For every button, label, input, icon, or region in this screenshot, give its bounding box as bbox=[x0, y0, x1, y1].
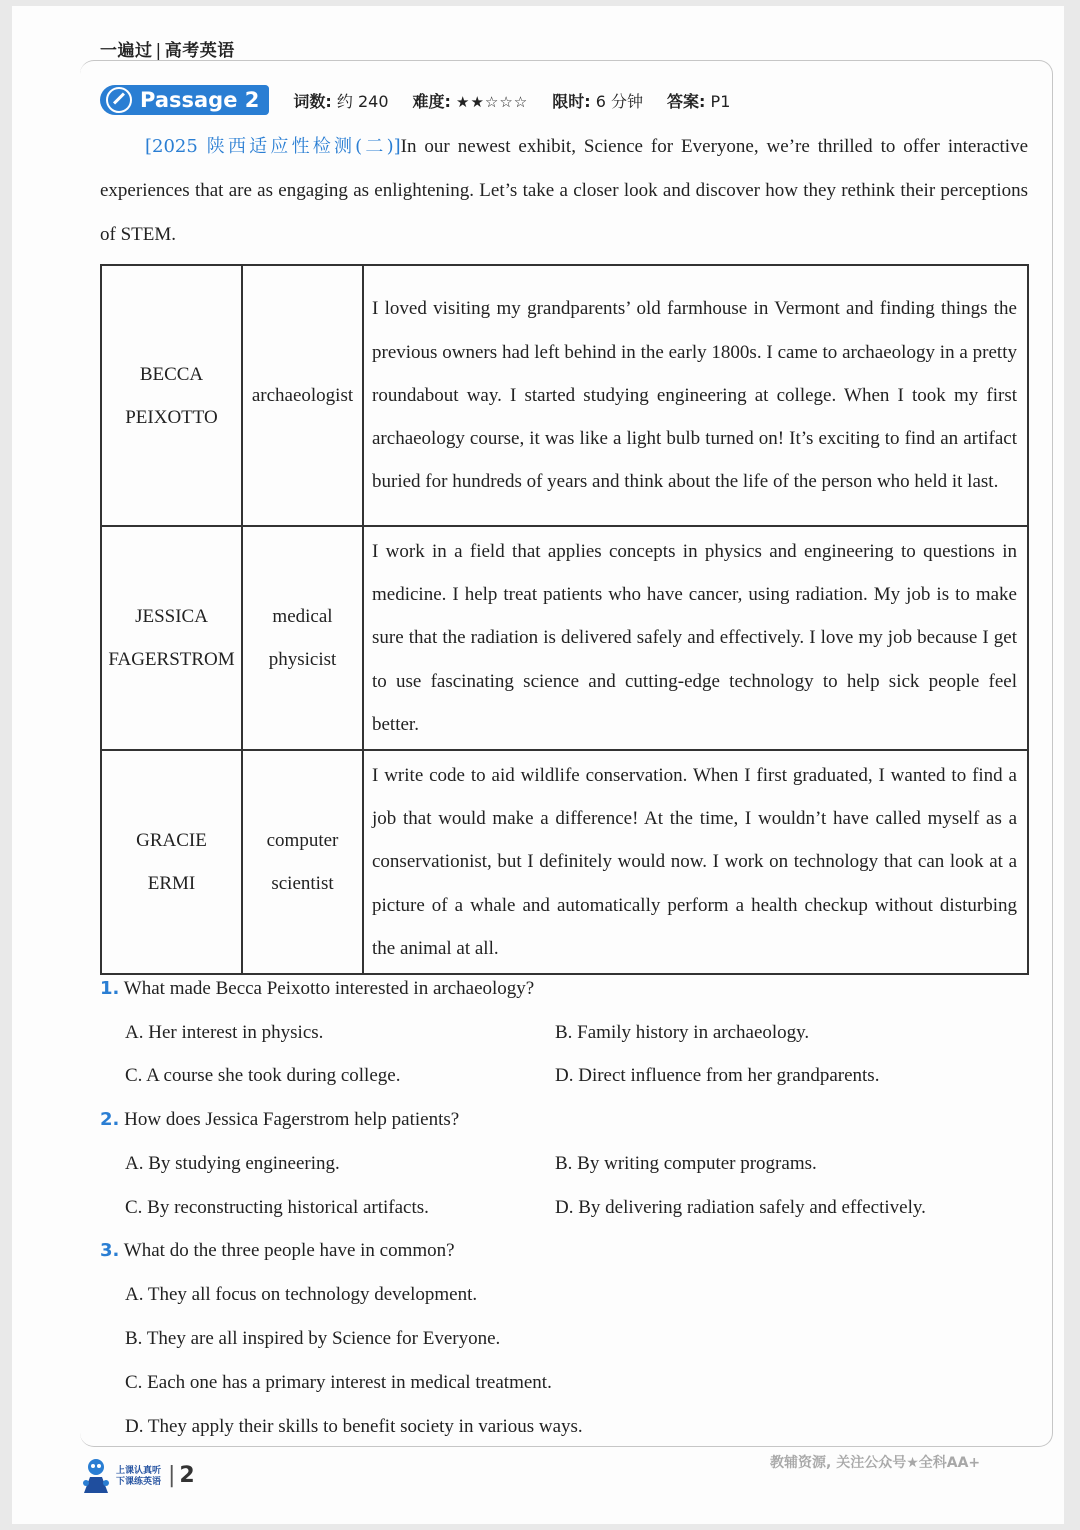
profile-description: I write code to aid wildlife conservation. When I first graduated, I wanted to find a job that would make a difference! At the time, I wouldn’t have called myself as a conservationist, but I definitely would now. I work on technology that can look at a picture of a whale and automatically perform a health checkup without disturbing the animal at all. bbox=[363, 750, 1028, 974]
answer-option[interactable]: B. Family history in archaeology. bbox=[555, 1022, 810, 1043]
question: 2. How does Jessica Fagerstrom help patients? bbox=[100, 1109, 460, 1130]
profile-description: I loved visiting my grandparents’ old farmhouse in Vermont and finding things the previous owners had left behind in the early 1800s. I came to archaeology in a pretty roundabout way. I started studying engineering at college. When I took my first archaeology course, it was like a light bulb turned on! It’s exciting to find an artifact buried for hundreds of years and think about the life of the person who held it last. bbox=[363, 265, 1028, 526]
profile-name: GRACIE ERMI bbox=[101, 750, 242, 974]
pencil-icon bbox=[106, 87, 132, 113]
profile-role: archaeologist bbox=[242, 265, 363, 526]
answer-option[interactable]: C. By reconstructing historical artifacts. bbox=[125, 1197, 429, 1218]
passage-badge bbox=[100, 85, 269, 115]
time-limit: 限时: 6 分钟 bbox=[552, 91, 644, 111]
difficulty-stars: ★★☆☆☆ bbox=[456, 92, 529, 111]
table-row bbox=[101, 526, 1028, 750]
answer-option[interactable]: B. They are all inspired by Science for Everyone. bbox=[125, 1328, 501, 1349]
word-count: 词数: 约 240 bbox=[293, 91, 389, 111]
passage-header bbox=[100, 84, 730, 116]
intro-paragraph bbox=[100, 125, 1028, 257]
source-tag: [2025 陕西适应性检测(二)] bbox=[145, 136, 401, 157]
profiles-table bbox=[100, 264, 1029, 975]
profile-name: JESSICA FAGERSTROM bbox=[101, 526, 242, 750]
difficulty: 难度: ★★☆☆☆ bbox=[412, 91, 529, 111]
question-text: How does Jessica Fagerstrom help patients? bbox=[124, 1109, 460, 1130]
subject-title: 高考英语 bbox=[164, 41, 235, 61]
answer-option[interactable]: A. They all focus on technology development. bbox=[125, 1284, 478, 1305]
footer-watermark: 教辅资源, 关注公众号★全科AA+ bbox=[770, 1455, 981, 1471]
answer-option[interactable]: A. Her interest in physics. bbox=[125, 1022, 324, 1043]
question-text: What made Becca Peixotto interested in archaeology? bbox=[123, 978, 535, 999]
answer-option[interactable]: C. A course she took during college. bbox=[125, 1065, 401, 1086]
intro-text: In our newest exhibit, Science for Everyone, we’re thrilled to offer interactive experiences that are as engaging as enlightening. Let’s take a closer look and discover how they rethink their perceptions of STEM. bbox=[100, 136, 1028, 245]
question: 3. What do the three people have in common? bbox=[100, 1240, 455, 1261]
answer-option[interactable]: A. By studying engineering. bbox=[125, 1153, 340, 1174]
answer-option[interactable]: B. By writing computer programs. bbox=[555, 1153, 817, 1174]
question-text: What do the three people have in common? bbox=[123, 1240, 455, 1261]
profile-role: computer scientist bbox=[242, 750, 363, 974]
footer-slogan: 上课认真听 下课练英语 bbox=[116, 1466, 162, 1487]
answer-page: 答案: P1 bbox=[667, 91, 731, 111]
profile-role: medical physicist bbox=[242, 526, 363, 750]
answer-option[interactable]: C. Each one has a primary interest in medical treatment. bbox=[125, 1372, 552, 1393]
passage-badge-label: Passage 2 bbox=[140, 88, 260, 112]
table-row bbox=[101, 265, 1028, 526]
mascot-logo-icon bbox=[76, 1455, 116, 1495]
page-number: | 2 bbox=[168, 1463, 195, 1488]
series-title: 一遍过 bbox=[100, 41, 153, 61]
table-row bbox=[101, 750, 1028, 974]
answer-option[interactable]: D. By delivering radiation safely and effectively. bbox=[555, 1197, 926, 1218]
question: 1. What made Becca Peixotto interested in archaeology? bbox=[100, 978, 535, 999]
answer-option[interactable]: D. Direct influence from her grandparents. bbox=[555, 1065, 880, 1086]
answer-option[interactable]: D. They apply their skills to benefit society in various ways. bbox=[125, 1416, 583, 1437]
profile-name: BECCA PEIXOTTO bbox=[101, 265, 242, 526]
profile-description: I work in a field that applies concepts in physics and engineering to questions in medicine. I help treat patients who have cancer, using radiation. My job is to make sure that the radiation is delivered safely and effectively. I love my job because I get to use fascinating science and cutting-edge technology to help sick people feel better. bbox=[363, 526, 1028, 750]
running-head: 一遍过 | 高考英语 bbox=[100, 41, 235, 61]
